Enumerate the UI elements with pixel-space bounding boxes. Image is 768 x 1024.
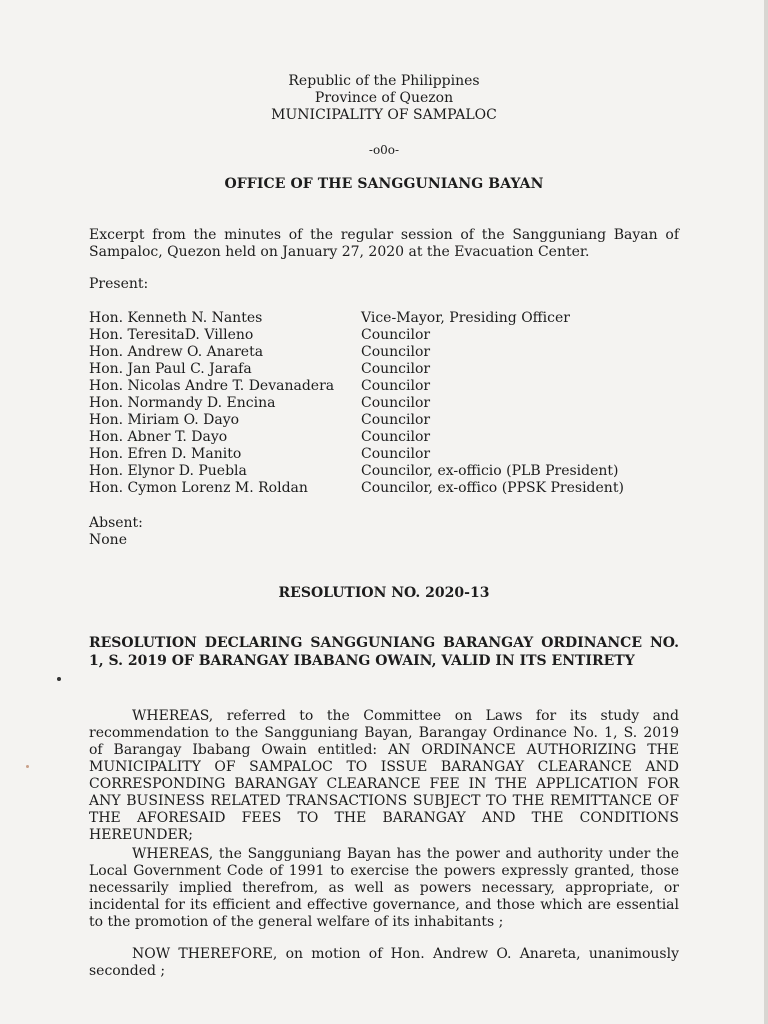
letterhead — [0, 73, 768, 124]
member-role: Vice-Mayor, Presiding Officer — [361, 310, 570, 326]
ornament-separator: -o0o- — [368, 143, 400, 157]
member-name: Hon. Cymon Lorenz M. Roldan — [89, 480, 308, 496]
scan-edge — [764, 0, 768, 1024]
roster-row — [89, 429, 689, 446]
member-role: Councilor — [361, 378, 431, 394]
roster-row — [89, 378, 689, 395]
member-name: Hon. Jan Paul C. Jarafa — [89, 361, 252, 377]
roster-row — [89, 310, 689, 327]
member-name: Hon. Nicolas Andre T. Devanadera — [89, 378, 335, 394]
roster-row — [89, 327, 689, 344]
scan-speck — [26, 765, 29, 768]
scan-speck — [57, 677, 61, 681]
absent-value: None — [89, 532, 127, 548]
excerpt-paragraph: Excerpt from the minutes of the regular session of the Sangguniang Bayan of Sampaloc, Quezon held on January 27, 2020 at the Evacuation Center. — [89, 227, 679, 260]
office-heading: OFFICE OF THE SANGGUNIANG BAYAN — [224, 176, 544, 192]
member-role: Councilor — [361, 395, 431, 411]
member-name: Hon. Efren D. Manito — [89, 446, 242, 462]
letterhead-municipality: MUNICIPALITY OF SAMPALOC — [271, 107, 497, 123]
letterhead-province: Province of Quezon — [314, 90, 454, 106]
member-role: Councilor — [361, 446, 431, 462]
roster-row — [89, 446, 689, 463]
member-name: Hon. Normandy D. Encina — [89, 395, 276, 411]
member-role: Councilor, ex-officio (PLB President) — [361, 463, 619, 479]
member-role: Councilor — [361, 361, 431, 377]
member-name: Hon. Miriam O. Dayo — [89, 412, 240, 428]
member-role: Councilor — [361, 412, 431, 428]
member-role: Councilor — [361, 429, 431, 445]
member-name: Hon. Abner T. Dayo — [89, 429, 228, 445]
roster-row — [89, 361, 689, 378]
whereas-paragraph-1: WHEREAS, referred to the Committee on Laws for its study and recommendation to the Sangguniang Bayan, Barangay Ordinance No. 1, S. 2019 of Barangay Ibabang Owain entitled: AN ORDINANCE AUTHORIZING THE MUNICIPALITY OF SAMPALOC TO ISSUE BARANGAY CLEARANCE AND CORRESPONDING BARANGAY CLEARANCE FEE IN THE APPLICATION FOR ANY BUSINESS RELATED TRANSACTIONS SUBJECT TO THE REMITTANCE OF THE AFORESAID FEES TO THE BARANGAY AND THE CONDITIONS HEREUNDER; — [89, 708, 679, 843]
member-name: Hon. Kenneth N. Nantes — [89, 310, 263, 326]
now-therefore-paragraph: NOW THEREFORE, on motion of Hon. Andrew O. Anareta, unanimously seconded ; — [89, 946, 679, 979]
letterhead-country: Republic of the Philippines — [288, 73, 480, 89]
member-role: Councilor — [361, 344, 431, 360]
whereas-paragraph-2: WHEREAS, the Sangguniang Bayan has the power and authority under the Local Government Code of 1991 to exercise the powers expressly granted, those necessarily implied therefrom, as well as powers necessary, appropriate, or incidental for its efficient and effective governance, and those which are essential to the promotion of the general welfare of its inhabitants ; — [89, 846, 679, 930]
member-role: Councilor, ex-offico (PPSK President) — [361, 480, 624, 496]
attendance-roster — [89, 310, 689, 497]
present-label: Present: — [89, 276, 149, 292]
resolution-title: RESOLUTION DECLARING SANGGUNIANG BARANGAY ORDINANCE NO. 1, S. 2019 OF BARANGAY IBABANG OWAIN, VALID IN ITS ENTIRETY — [89, 635, 679, 669]
roster-row — [89, 463, 689, 480]
member-name: Hon. Elynor D. Puebla — [89, 463, 247, 479]
resolution-number: RESOLUTION NO. 2020-13 — [278, 585, 490, 601]
member-name: Hon. TeresitaD. Villeno — [89, 327, 254, 343]
roster-row — [89, 344, 689, 361]
roster-row — [89, 395, 689, 412]
absent-label: Absent: — [89, 515, 143, 531]
roster-row — [89, 480, 689, 497]
roster-row — [89, 412, 689, 429]
member-role: Councilor — [361, 327, 431, 343]
member-name: Hon. Andrew O. Anareta — [89, 344, 264, 360]
